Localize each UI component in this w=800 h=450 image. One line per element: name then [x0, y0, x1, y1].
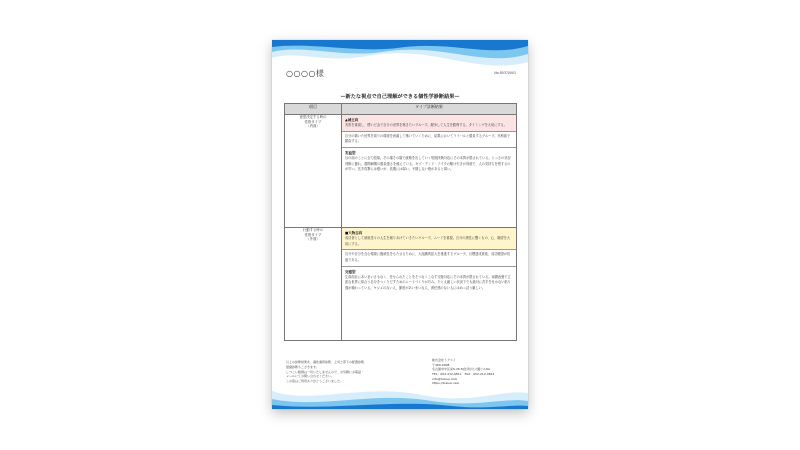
table-row-outer [285, 228, 517, 341]
company-email[interactable]: info@tokuei.club [432, 376, 458, 381]
block-title: 完璧型 [345, 269, 356, 274]
label-line: （外面） [306, 237, 320, 242]
document-title: ー新たな視点で自己理解ができる個性学診断結果ー [340, 94, 460, 100]
block-text: 自分の描いた世界を周りの環境を意識して築いていくために、結果においてライバルと勝負するグループ。実利面で勝負する。 [345, 133, 511, 144]
note-line: メールにてお問い合わせください。 [286, 374, 334, 379]
label-line: 性格タイプ [304, 119, 322, 124]
result-block [342, 147, 516, 175]
company-address: 名古屋市中区栄5-26-8(住所)川公園ビル6A [432, 367, 491, 372]
block-title: 実益型 [345, 150, 356, 155]
table-header-row [285, 104, 517, 115]
table-row-inner [285, 115, 517, 228]
block-text: 自分や自分を含む環境に権威性をもたせるために、大組織的拡大を推進するグループ。目標達成意欲、成功願望が旺盛である。 [345, 252, 511, 262]
document-page [272, 40, 528, 409]
note-line: 以上の診断結果を、適性適用診断、上司と部下の配置診断、 [286, 360, 368, 364]
note-line: しつこい勧誘は一切いたしませんので、お気軽にお電話・ [286, 369, 364, 374]
block-text: 成功者として威風堂々の人生を創りあげていきたいグループ。ムードを重視。自分の感性に響くもの、心、願望を大切にする。 [345, 236, 510, 246]
block-text: 目の前のことに全力投球。その場その場で統路を出していく短期決戦対応にその本質が隠されている。とっさの状況判断に優れ、勝間瞬間の勝負強さを備えている。ギブ・アンド・テイクの駆け引きが得意で、人の気持ちを察するのが早い。先手攻撃には強いが、長期には弱い。予期しない壁があると弱い。 [345, 156, 511, 172]
note-line: この度はご利用ありがとうございました。 [286, 379, 344, 384]
label-line: 行動する時の [302, 228, 324, 232]
row-label-outer [285, 228, 342, 341]
company-postal: 〒460-0008 [432, 362, 450, 367]
result-block [342, 228, 516, 249]
result-block [342, 115, 516, 131]
company-name: 株式会社トクエイ [432, 358, 456, 362]
block-title: ■大物志向 [345, 231, 363, 235]
block-title: ▲城主向 [345, 118, 359, 122]
result-block [342, 266, 516, 294]
block-text: 生真面目にあいまいさもなく、任せられたことをそつなくこなす完璧対応にその本質が隠されている。南國表裏で立派な世界に似合う自分をつくりだすためのムードづくりが巧み。たとえ厳しい状況下でも絶対に苦手を仕かない粘り強が備わっている。ケジメのない人、節度があいまいな人、責任感のない人にはめっぽう厳しい。 [345, 274, 511, 290]
company-phone: TEL：052-212-9811 FAX：052-212-9812 [432, 371, 495, 376]
document-number: No.R0370001 [494, 71, 516, 75]
result-block [342, 249, 516, 265]
header-item: 項目 [285, 104, 342, 115]
recipient-name: ○○○○様 [286, 69, 325, 78]
label-line: 意思決定する時の [299, 115, 327, 119]
header-result: タイプ診断結果 [342, 104, 517, 115]
row-label-inner [285, 115, 342, 228]
diagnosis-table [284, 103, 517, 341]
result-cell-inner [342, 115, 517, 228]
label-line: 性格タイプ [304, 232, 322, 237]
result-cell-outer [342, 228, 517, 341]
block-text: 実質を重視し、標いだ金で自分の世界を築きたいグループ。競争して人生を勝利する。タイミングを大切にする。 [345, 123, 507, 128]
label-line: （内面） [306, 124, 320, 129]
note-line: 組織診断もござきます。 [286, 364, 319, 369]
result-block [342, 131, 516, 147]
company-url[interactable]: https://tokuei.club [432, 381, 460, 386]
